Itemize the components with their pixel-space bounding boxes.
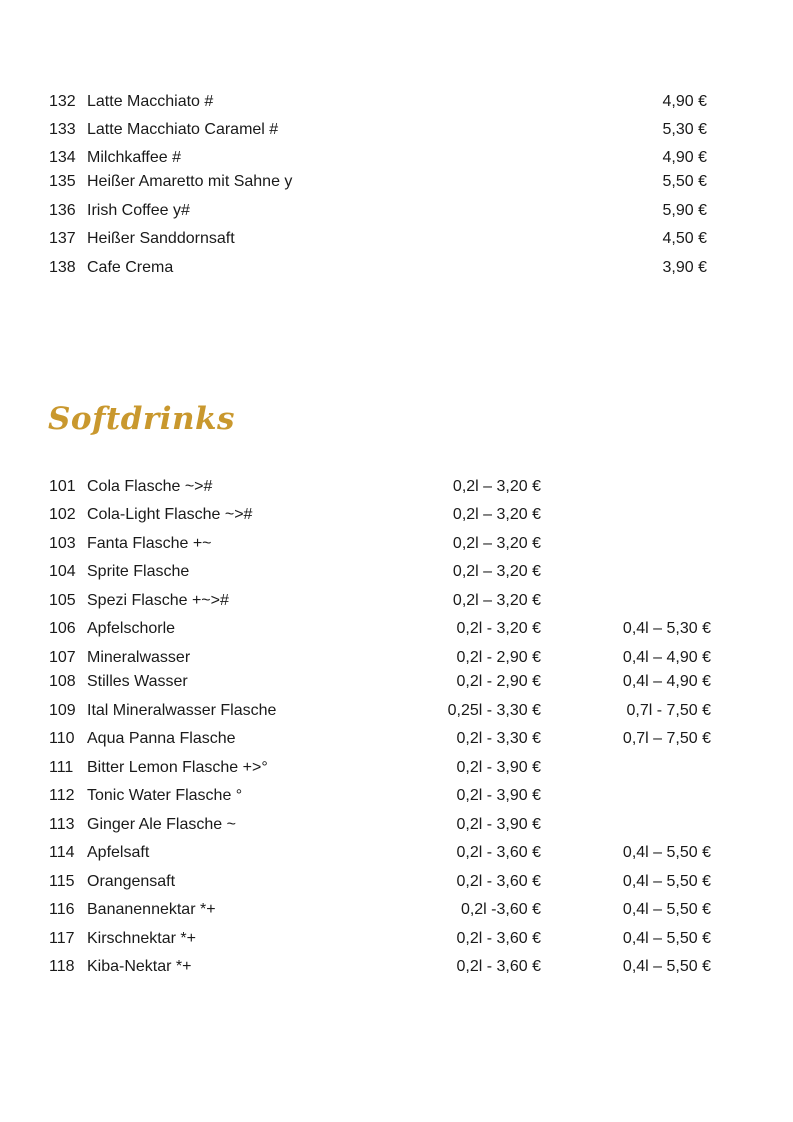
menu-item <box>0 227 793 251</box>
menu-item <box>0 955 793 979</box>
item-name: Tonic Water Flasche ° <box>87 787 243 804</box>
item-price: 3,90 € <box>662 259 707 276</box>
item-price-small: 0,2l – 3,20 € <box>452 506 541 523</box>
item-price-large: 0,4l – 5,30 € <box>622 620 711 637</box>
item-number: 113 <box>49 816 75 833</box>
item-name: Kirschnektar *+ <box>87 930 196 947</box>
item-number: 108 <box>49 673 76 690</box>
item-name: Aqua Panna Flasche <box>87 730 236 747</box>
menu-item <box>0 475 793 499</box>
item-number: 109 <box>49 702 76 719</box>
item-number: 133 <box>49 121 76 138</box>
menu-item <box>0 90 793 114</box>
item-price-large: 0,4l – 5,50 € <box>622 901 711 918</box>
item-name: Irish Coffee y# <box>87 202 190 219</box>
item-price-small: 0,2l - 3,30 € <box>456 730 541 747</box>
item-number: 111 <box>49 759 74 776</box>
item-price-large: 0,7l - 7,50 € <box>626 702 711 719</box>
menu-item <box>0 589 793 613</box>
item-price-large: 0,4l – 5,50 € <box>622 930 711 947</box>
menu-item <box>0 699 793 723</box>
menu-item <box>0 784 793 808</box>
item-price-small: 0,2l – 3,20 € <box>452 535 541 552</box>
menu-item <box>0 756 793 780</box>
item-name: Latte Macchiato # <box>87 93 214 110</box>
menu-item <box>0 898 793 922</box>
item-number: 136 <box>49 202 76 219</box>
item-price-small: 0,2l - 3,60 € <box>456 873 541 890</box>
item-number: 135 <box>49 173 76 190</box>
item-price-large: 0,4l – 5,50 € <box>622 958 711 975</box>
item-number: 107 <box>49 649 76 666</box>
menu-item <box>0 199 793 223</box>
menu-item <box>0 727 793 751</box>
menu-item <box>0 646 793 670</box>
item-number: 114 <box>49 844 75 861</box>
item-number: 118 <box>49 958 75 975</box>
item-price-small: 0,2l - 2,90 € <box>456 673 541 690</box>
item-number: 101 <box>49 478 76 495</box>
menu-item <box>0 670 793 694</box>
item-number: 116 <box>49 901 75 918</box>
menu-item <box>0 256 793 280</box>
item-name: Apfelsaft <box>87 844 150 861</box>
item-price-small: 0,25l - 3,30 € <box>447 702 541 719</box>
item-name: Stilles Wasser <box>87 673 188 690</box>
item-name: Ital Mineralwasser Flasche <box>87 702 277 719</box>
item-name: Heißer Sanddornsaft <box>87 230 235 247</box>
menu-item <box>0 146 793 170</box>
item-name: Bitter Lemon Flasche +>° <box>87 759 268 776</box>
item-price-small: 0,2l - 3,20 € <box>456 620 541 637</box>
item-price-small: 0,2l -3,60 € <box>460 901 541 918</box>
item-name: Fanta Flasche +~ <box>87 535 212 552</box>
menu-item <box>0 503 793 527</box>
item-number: 105 <box>49 592 76 609</box>
menu-item <box>0 870 793 894</box>
item-number: 138 <box>49 259 76 276</box>
item-price-large: 0,4l – 4,90 € <box>622 649 711 666</box>
item-price-small: 0,2l - 3,60 € <box>456 930 541 947</box>
menu-item <box>0 813 793 837</box>
item-price-small: 0,2l - 2,90 € <box>456 649 541 666</box>
item-number: 103 <box>49 535 76 552</box>
item-name: Cafe Crema <box>87 259 174 276</box>
menu-item <box>0 841 793 865</box>
item-number: 132 <box>49 93 76 110</box>
item-price: 5,50 € <box>662 173 707 190</box>
menu-item <box>0 532 793 556</box>
item-name: Orangensaft <box>87 873 176 890</box>
item-number: 134 <box>49 149 76 166</box>
item-name: Bananennektar *+ <box>87 901 216 918</box>
item-name: Cola-Light Flasche ~># <box>87 506 253 523</box>
item-name: Spezi Flasche +~># <box>87 592 229 609</box>
item-price-small: 0,2l - 3,90 € <box>456 816 541 833</box>
item-price-large: 0,4l – 5,50 € <box>622 844 711 861</box>
section-title-softdrinks: Softdrinks <box>48 401 235 437</box>
item-name: Cola Flasche ~># <box>87 478 213 495</box>
item-name: Ginger Ale Flasche ~ <box>87 816 236 833</box>
item-number: 106 <box>49 620 76 637</box>
item-number: 117 <box>49 930 75 947</box>
item-price-large: 0,4l – 4,90 € <box>622 673 711 690</box>
item-price-small: 0,2l - 3,60 € <box>456 844 541 861</box>
item-price-small: 0,2l – 3,20 € <box>452 478 541 495</box>
item-number: 102 <box>49 506 76 523</box>
item-price-small: 0,2l – 3,20 € <box>452 563 541 580</box>
menu-item <box>0 170 793 194</box>
item-price-small: 0,2l – 3,20 € <box>452 592 541 609</box>
item-price-large: 0,4l – 5,50 € <box>622 873 711 890</box>
item-price-large: 0,7l – 7,50 € <box>622 730 711 747</box>
item-name: Sprite Flasche <box>87 563 190 580</box>
item-number: 112 <box>49 787 75 804</box>
item-number: 115 <box>49 873 75 890</box>
item-number: 137 <box>49 230 76 247</box>
item-price-small: 0,2l - 3,90 € <box>456 787 541 804</box>
item-name: Heißer Amaretto mit Sahne y <box>87 173 293 190</box>
item-price: 4,90 € <box>662 149 707 166</box>
menu-item <box>0 560 793 584</box>
item-name: Kiba-Nektar *+ <box>87 958 192 975</box>
menu-item <box>0 617 793 641</box>
menu-item <box>0 118 793 142</box>
item-number: 104 <box>49 563 76 580</box>
item-price-small: 0,2l - 3,60 € <box>456 958 541 975</box>
item-name: Milchkaffee # <box>87 149 181 166</box>
item-price: 5,90 € <box>662 202 707 219</box>
item-price: 4,50 € <box>662 230 707 247</box>
item-number: 110 <box>49 730 75 747</box>
item-name: Mineralwasser <box>87 649 191 666</box>
item-price: 5,30 € <box>662 121 707 138</box>
item-price-small: 0,2l - 3,90 € <box>456 759 541 776</box>
menu-item <box>0 927 793 951</box>
item-name: Latte Macchiato Caramel # <box>87 121 279 138</box>
item-name: Apfelschorle <box>87 620 176 637</box>
item-price: 4,90 € <box>662 93 707 110</box>
